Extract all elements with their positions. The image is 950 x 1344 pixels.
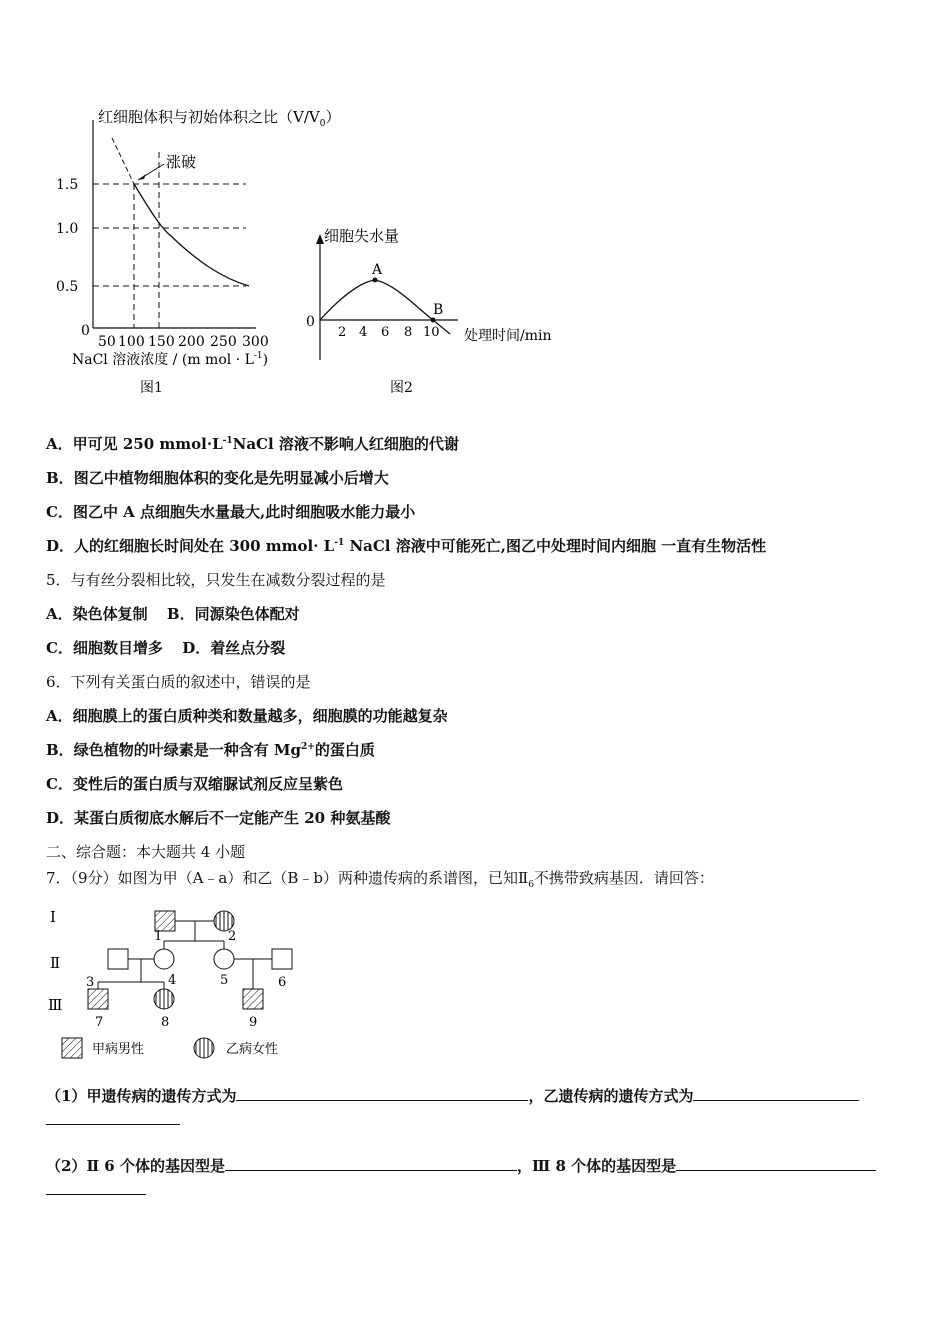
fig1-xtick: 50: [98, 334, 116, 350]
q6-stem: 6．下列有关蛋白质的叙述中，错误的是: [46, 673, 311, 691]
pedigree-number: 9: [249, 1015, 258, 1030]
q6-option-c: C．变性后的蛋白质与双缩脲试剂反应呈紫色: [46, 775, 343, 793]
figure-1-chart: [46, 100, 341, 400]
fig2-xlabel: 处理时间/min: [464, 328, 552, 344]
q5-options-cd: C．细胞数目增多 D．着丝点分裂: [46, 639, 286, 657]
answer-blank-4[interactable]: [676, 1156, 876, 1171]
fig2-ylabel: 细胞失水量: [324, 227, 400, 245]
pedigree-chart: [46, 898, 306, 1068]
legend-label-b: 乙病女性: [226, 1042, 279, 1057]
answer-blank-2[interactable]: [693, 1086, 859, 1101]
fig2-point-a: [373, 278, 378, 283]
pedigree-individual-8: [154, 989, 174, 1009]
q5-options-ab: A．染色体复制 B．同源染色体配对: [46, 605, 300, 623]
fig1-ylabel: 红细胞体积与初始体积之比$(V/V_0)$: [98, 108, 341, 129]
q7-sub1: （1）甲遗传病的遗传方式为 ，乙遗传病的遗传方式为: [46, 1086, 859, 1106]
fig2-xtick: 4: [359, 325, 368, 340]
fig2-xtick: 2: [338, 325, 347, 340]
q6-option-a: A．细胞膜上的蛋白质种类和数量越多，细胞膜的功能越复杂: [46, 707, 448, 725]
pedigree-number: 4: [168, 973, 177, 988]
q4-option-c: C．图乙中 A 点细胞失水量最大,此时细胞吸水能力最小: [46, 503, 416, 521]
fig1-xtick: 250: [210, 334, 237, 350]
pedigree-individual-6: [272, 949, 292, 969]
pedigree-individual-2: [214, 911, 234, 931]
fig1-xtick: 100: [118, 334, 145, 350]
pedigree-individual-3: [108, 949, 128, 969]
pedigree-individual-4: [154, 949, 174, 969]
fig1-xtick: 300: [242, 334, 269, 350]
fig2-label-a: A: [372, 262, 383, 278]
q5-stem: 5．与有丝分裂相比较，只发生在减数分裂过程的是: [46, 571, 386, 589]
fig1-xtick: 150: [148, 334, 175, 350]
q7-sub2: （2）Ⅱ 6 个体的基因型是 ，Ⅲ 8 个体的基因型是: [46, 1156, 876, 1176]
fig1-caption: 图1: [140, 380, 163, 396]
pedigree-number: 1: [154, 929, 163, 944]
pedigree-number: 6: [278, 975, 287, 990]
fig1-ytick: 1.0: [56, 221, 79, 237]
fig2-point-b: [431, 318, 436, 323]
fig2-caption: 图2: [390, 380, 413, 396]
pedigree-number: 7: [95, 1015, 104, 1030]
fig2-label-b: B: [433, 302, 444, 318]
fig1-curve: [134, 184, 249, 286]
q6-option-d: D．某蛋白质彻底水解后不一定能产生 20 种氨基酸: [46, 809, 391, 827]
figure-2-chart: [300, 220, 580, 400]
pedigree-number: 5: [220, 973, 229, 988]
fig1-xtick: 0: [81, 323, 90, 339]
pedigree-individual-7: [88, 989, 108, 1009]
fig2-xtick: 6: [381, 325, 390, 340]
answer-blank-1[interactable]: [236, 1086, 528, 1101]
q4-option-a: A．甲可见 250 $mmol\cdot L^{-1}NaCl$ 溶液不影响人红细胞的代谢: [46, 435, 459, 453]
gen-label-ii: Ⅱ: [50, 954, 61, 972]
pedigree-individual-1: [155, 911, 175, 931]
gen-label-i: Ⅰ: [50, 908, 56, 926]
answer-blank-3[interactable]: [225, 1156, 517, 1171]
q6-option-b: B．绿色植物的叶绿素是一种含有 $Mg^{2+}$的蛋白质: [46, 741, 375, 759]
fig1-xtick: 200: [178, 334, 205, 350]
q4-option-d: D．人的红细胞长时间处在 300 mmol· $L^{-1}$ NaCl 溶液中可能死亡,图乙中处理时间内细胞 一直有生物活性: [46, 537, 767, 555]
fig1-xlabel: NaCl 溶液浓度 / (m mol · $L^{-1}$): [72, 351, 269, 368]
fig1-dashed-extension: [112, 138, 134, 184]
pedigree-individual-9: [243, 989, 263, 1009]
fig1-ytick: 1.5: [56, 177, 79, 193]
fig1-annotation: 涨破: [166, 153, 197, 171]
pedigree-number: 3: [86, 975, 95, 990]
gen-label-iii: Ⅲ: [48, 996, 63, 1014]
legend-label-a: 甲病男性: [92, 1042, 145, 1057]
pedigree-individual-5: [214, 949, 234, 969]
answer-blank-4-continuation[interactable]: [46, 1194, 146, 1195]
pedigree-number: 8: [161, 1015, 170, 1030]
answer-blank-2-continuation[interactable]: [46, 1124, 180, 1125]
q7-stem: 7．（9分）如图为甲（A﹣a）和乙（B﹣b）两种遗传病的系谱图，已知$Ⅱ_6$不携带致病基因．请回答：: [46, 869, 714, 890]
fig2-xtick: 10: [423, 325, 440, 340]
fig1-ytick: 0.5: [56, 279, 79, 295]
legend-swatch-b: [194, 1038, 214, 1058]
pedigree-number: 2: [228, 929, 237, 944]
legend-swatch-a: [62, 1038, 82, 1058]
fig2-xtick: 8: [404, 325, 413, 340]
fig2-origin: 0: [306, 314, 315, 330]
section-2-heading: 二、综合题：本大题共 4 小题: [46, 843, 246, 861]
q4-option-b: B．图乙中植物细胞体积的变化是先明显减小后增大: [46, 469, 389, 487]
